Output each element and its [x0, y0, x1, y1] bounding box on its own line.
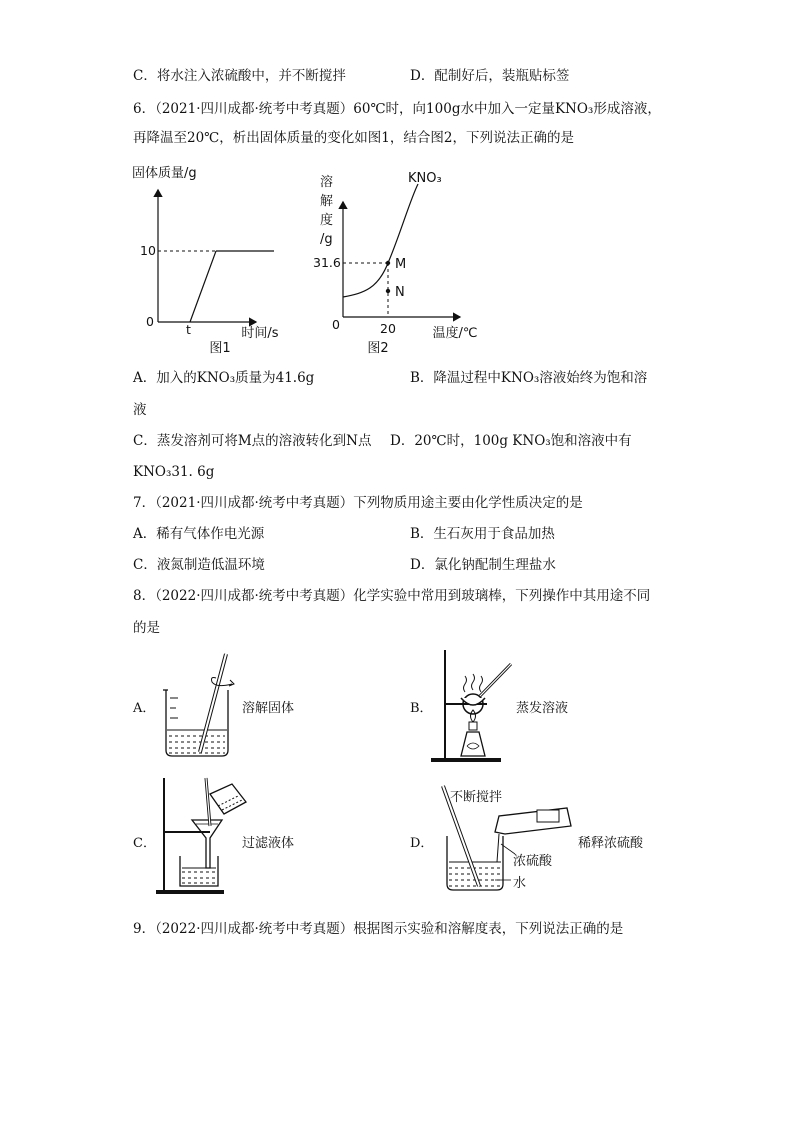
q7-option-b: B．生石灰用于食品加热 [410, 526, 555, 542]
stir-arrow-icon [212, 678, 233, 686]
fig1-origin: 0 [146, 314, 154, 329]
q7-option-c: C．液氮制造低温环境 [133, 557, 265, 573]
fig2-x-axis-label: 温度/℃ [432, 326, 478, 341]
fig2-y-label-char2: 解 [320, 194, 334, 209]
q8-a-dissolve-diagram [160, 648, 240, 760]
fig1-caption: 图1 [209, 341, 231, 355]
fig2-y-label-char4: /g [320, 232, 333, 247]
q8-d-label-acid: 浓硫酸 [513, 854, 553, 869]
q7-stem: 7．（2021·四川成都·统考中考真题）下列物质用途主要由化学性质决定的是 [133, 495, 583, 511]
fig2-kno3-curve [343, 184, 418, 297]
fig2-origin: 0 [332, 317, 340, 332]
q6-option-d-line2: KNO₃31. 6g [133, 464, 215, 480]
q8-option-a-letter: A． [133, 701, 156, 716]
q5-option-d: D．配制好后，装瓶贴标签 [410, 68, 570, 84]
fig2-y-label-char1: 溶 [320, 175, 334, 190]
q8-d-label-water: 水 [513, 876, 527, 891]
bottle-label-icon [537, 810, 559, 822]
fig2-y-tick: 31.6 [313, 255, 341, 270]
q6-option-a: A．加入的KNO₃质量为41.6g [133, 370, 315, 386]
iron-stand-base-icon [431, 758, 501, 762]
q8-option-b-text: 蒸发溶液 [516, 701, 569, 716]
q8-option-a-text: 溶解固体 [242, 701, 295, 716]
q8-option-c-letter: C． [133, 836, 156, 851]
fig2-curve-label: KNO₃ [408, 171, 442, 186]
fig2-point-n [386, 289, 390, 293]
q5-option-c: C．将水注入浓硫酸中，并不断搅拌 [133, 68, 346, 84]
beaker-icon [166, 690, 228, 756]
fig2-label-m: M [395, 257, 407, 272]
fig2-y-label-char3: 度 [320, 213, 334, 228]
q8-stem-line2: 的是 [133, 620, 160, 636]
q8-stem-line1: 8．（2022·四川成都·统考中考真题）化学实验中常用到玻璃棒，下列操作中其用途不同 [133, 588, 651, 604]
q7-option-d: D．氯化钠配制生理盐水 [410, 557, 556, 573]
q6-stem-line1: 6．（2021·四川成都·统考中考真题）60℃时，向100g水中加入一定量KNO₃形成溶液， [133, 101, 661, 117]
fig1-x-axis-label: 时间/s [241, 326, 279, 341]
acid-bottle-icon [495, 808, 571, 834]
fig2-point-m [386, 261, 390, 265]
q8-option-c-text: 过滤液体 [242, 836, 295, 851]
q9-stem: 9．（2022·四川成都·统考中考真题）根据图示实验和溶解度表，下列说法正确的是 [133, 921, 624, 937]
q6-stem-line2: 再降温至20℃，析出固体质量的变化如图1，结合图2，下列说法正确的是 [133, 130, 574, 146]
q8-option-d-letter: D． [410, 836, 434, 851]
q8-option-b-letter: B． [410, 701, 433, 716]
figure-2-solubility-chart [300, 160, 495, 355]
iron-stand-base-icon [156, 890, 224, 894]
q6-option-c: C．蒸发溶剂可将M点的溶液转化到N点 [133, 433, 372, 449]
fig2-label-n: N [395, 285, 405, 300]
figure-1-solid-mass-chart [128, 160, 288, 355]
q6-option-d-line1: D．20℃时，100g KNO₃饱和溶液中有 [390, 433, 632, 449]
q6-option-b-line1: B．降温过程中KNO₃溶液始终为饱和溶 [410, 370, 648, 386]
fig1-rising-segment [190, 251, 216, 322]
fig2-x-tick: 20 [380, 321, 396, 336]
q8-b-evaporate-diagram [425, 646, 520, 766]
acid-stream-icon [497, 834, 499, 862]
fig2-caption: 图2 [367, 341, 389, 355]
fig1-y-axis-label: 固体质量/g [132, 166, 197, 181]
q8-option-d-text: 稀释浓硫酸 [578, 836, 644, 851]
q8-c-filter-diagram [150, 772, 250, 896]
fig1-x-tick-t: t [186, 322, 191, 337]
beaker-icon [180, 856, 218, 886]
alcohol-lamp-icon [461, 732, 485, 756]
beaker-icon [447, 836, 503, 890]
q6-option-b-line2: 液 [133, 402, 147, 418]
fig1-y-tick-10: 10 [140, 243, 156, 258]
pouring-beaker-icon [210, 784, 246, 814]
q8-d-label-stir: 不断搅拌 [450, 790, 503, 805]
q7-option-a: A．稀有气体作电光源 [133, 526, 265, 542]
